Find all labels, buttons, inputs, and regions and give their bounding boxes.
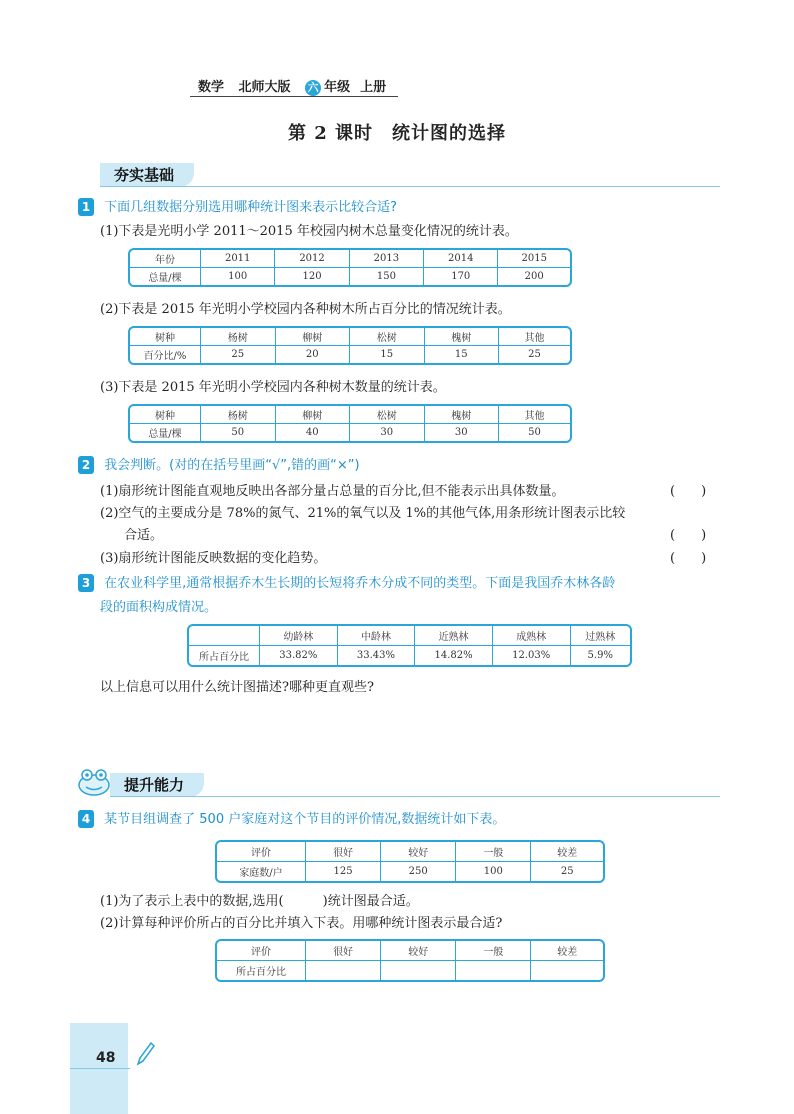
question-3-heading	[78, 572, 615, 592]
table-cell: 30	[350, 424, 425, 441]
trees-percent-table	[128, 326, 572, 365]
table-cell: 12.03%	[493, 646, 571, 665]
q2-statement-1: (1)扇形统计图能直观地反映出各部分量占总量的百分比,但不能表示出具体数量。	[100, 484, 565, 499]
table-cell: 其他	[499, 406, 570, 424]
q2-statement-2: (2)空气的主要成分是 78%的氮气、21%的氧气以及 1%的其他气体,用条形统计图表示比较	[100, 506, 626, 521]
table-cell: 5.9%	[587, 650, 613, 661]
question-number: 3	[78, 574, 94, 592]
table-cell: 柳树	[276, 406, 351, 424]
table-cell: 年份	[130, 250, 201, 268]
table-cell: 很好	[306, 842, 381, 862]
table-cell: 柳树	[276, 328, 351, 346]
table-cell	[189, 626, 260, 646]
table-cell: 250	[381, 862, 456, 881]
section-rule	[110, 796, 720, 797]
table-cell: 其他	[499, 328, 570, 346]
rating-percent-table	[215, 939, 605, 982]
table-cell: 25	[528, 349, 541, 360]
table-cell: 200	[524, 271, 544, 282]
question-number: 1	[78, 198, 94, 216]
table-cell: 33.82%	[260, 646, 338, 665]
table-cell: 14.82%	[415, 646, 493, 665]
question-4-heading	[78, 808, 505, 828]
table-row	[130, 268, 570, 285]
question-number: 4	[78, 810, 94, 828]
volume: 上册	[360, 80, 387, 95]
table-cell: 槐树	[425, 406, 500, 424]
q4-part1-text: (1)为了表示上表中的数据,选用( )统计图最合适。	[100, 894, 419, 909]
table-cell: 评价	[217, 842, 306, 862]
trees-count-table	[128, 404, 572, 443]
section-title: 夯实基础	[100, 163, 194, 187]
question-text: 在农业科学里,通常根据乔木生长期的长短将乔木分成不同的类型。下面是我国乔木林各龄	[104, 576, 616, 591]
frog-mascot-icon	[76, 766, 112, 798]
table-cell: 评价	[217, 941, 306, 961]
table-cell: 2015	[498, 250, 570, 268]
grade-text: 年级	[324, 80, 351, 95]
table-cell: 较好	[381, 941, 456, 961]
q4-part2-text: (2)计算每种评价所占的百分比并填入下表。用哪种统计图表示最合适?	[100, 916, 503, 931]
table-cell: 120	[275, 268, 349, 285]
table-cell: 25	[201, 346, 276, 363]
table-cell: 30	[425, 424, 500, 441]
table-row	[217, 842, 603, 862]
table-cell: 家庭数/户	[217, 862, 306, 881]
table-cell: 一般	[456, 842, 531, 862]
table-cell: 树种	[130, 406, 201, 424]
answer-cell[interactable]	[531, 961, 603, 980]
q2-statement-3: (3)扇形统计图能反映数据的变化趋势。	[100, 551, 327, 566]
table-row	[130, 328, 570, 346]
table-cell: 所占百分比	[217, 961, 306, 980]
table-cell: 一般	[456, 941, 531, 961]
table-cell: 所占百分比	[189, 646, 260, 665]
table-cell: 幼龄林	[260, 626, 338, 646]
table-cell: 50	[201, 424, 276, 441]
answer-cell[interactable]	[381, 961, 456, 980]
question-1-heading	[78, 196, 397, 216]
question-text: 下面几组数据分别选用哪种统计图来表示比较合适?	[104, 200, 398, 215]
table-cell: 50	[528, 427, 541, 438]
section-banner-advanced	[110, 773, 720, 797]
table-cell: 150	[350, 268, 424, 285]
page-number: 48	[96, 1050, 116, 1066]
q1-part3-text: (3)下表是 2015 年光明小学校园内各种树木数量的统计表。	[100, 380, 446, 395]
edition: 北师大版	[238, 80, 291, 95]
question-text-cont: 段的面积构成情况。	[100, 600, 218, 615]
table-row	[130, 250, 570, 268]
section-title: 提升能力	[110, 773, 204, 797]
table-cell: 170	[424, 268, 498, 285]
grade-badge: 六	[305, 80, 321, 96]
page-number-rule	[70, 1068, 130, 1069]
table-cell: 15	[350, 346, 425, 363]
table-cell: 较差	[531, 941, 603, 961]
table-cell: 较好	[381, 842, 456, 862]
header-divider	[190, 96, 398, 97]
table-cell: 杨树	[201, 406, 276, 424]
table-cell: 100	[201, 268, 275, 285]
table-cell: 2014	[424, 250, 498, 268]
trees-total-table	[128, 248, 572, 287]
table-cell: 杨树	[201, 328, 276, 346]
book-header	[198, 76, 386, 96]
subject: 数学	[198, 80, 225, 95]
table-row	[189, 626, 630, 646]
table-cell: 125	[306, 862, 381, 881]
rating-count-table	[215, 840, 605, 883]
table-cell: 百分比/%	[130, 346, 201, 363]
table-cell: 过熟林	[571, 626, 631, 646]
table-cell: 较差	[531, 842, 603, 862]
question-number: 2	[78, 456, 94, 474]
pencil-icon	[134, 1040, 156, 1068]
table-cell: 树种	[130, 328, 201, 346]
table-cell: 松树	[350, 328, 425, 346]
section-rule	[100, 186, 720, 187]
table-cell: 总量/棵	[130, 268, 201, 285]
q2-statement-2-cont: 合适。	[124, 528, 164, 543]
table-cell: 总量/棵	[130, 424, 201, 441]
table-cell: 槐树	[425, 328, 500, 346]
table-row	[217, 862, 603, 881]
table-row	[130, 406, 570, 424]
question-text: 我会判断。(对的在括号里画“√”,错的画“×”)	[104, 458, 360, 473]
table-row	[217, 941, 603, 961]
table-cell: 33.43%	[338, 646, 416, 665]
table-cell: 松树	[350, 406, 425, 424]
table-cell: 近熟林	[415, 626, 493, 646]
table-cell: 中龄林	[338, 626, 416, 646]
table-cell: 100	[456, 862, 531, 881]
question-text: 某节目组调查了 500 户家庭对这个节目的评价情况,数据统计如下表。	[104, 812, 506, 827]
table-cell: 20	[276, 346, 351, 363]
table-row	[217, 961, 603, 980]
forest-age-table	[187, 624, 632, 667]
q1-part2-text: (2)下表是 2015 年光明小学校园内各种树木所占百分比的情况统计表。	[100, 302, 511, 317]
table-row	[130, 424, 570, 441]
table-cell: 25	[560, 866, 574, 877]
answer-paren[interactable]: ( )	[670, 551, 707, 566]
table-cell: 2013	[350, 250, 424, 268]
table-cell: 40	[276, 424, 351, 441]
answer-paren[interactable]: ( )	[670, 484, 707, 499]
table-row	[189, 646, 630, 665]
q1-part1-text: (1)下表是光明小学 2011～2015 年校园内树木总量变化情况的统计表。	[100, 224, 518, 239]
section-banner-basic	[100, 163, 720, 187]
q3-question: 以上信息可以用什么统计图描述?哪种更直观些?	[100, 680, 374, 695]
answer-cell[interactable]	[306, 961, 381, 980]
table-cell: 15	[425, 346, 500, 363]
table-cell: 成熟林	[493, 626, 571, 646]
table-row	[130, 346, 570, 363]
table-cell: 2012	[275, 250, 349, 268]
question-2-heading	[78, 454, 360, 474]
table-cell: 很好	[306, 941, 381, 961]
table-cell: 2011	[201, 250, 275, 268]
answer-paren[interactable]: ( )	[670, 528, 707, 543]
answer-cell[interactable]	[456, 961, 531, 980]
lesson-title: 第 2 课时 统计图的选择	[287, 123, 507, 144]
